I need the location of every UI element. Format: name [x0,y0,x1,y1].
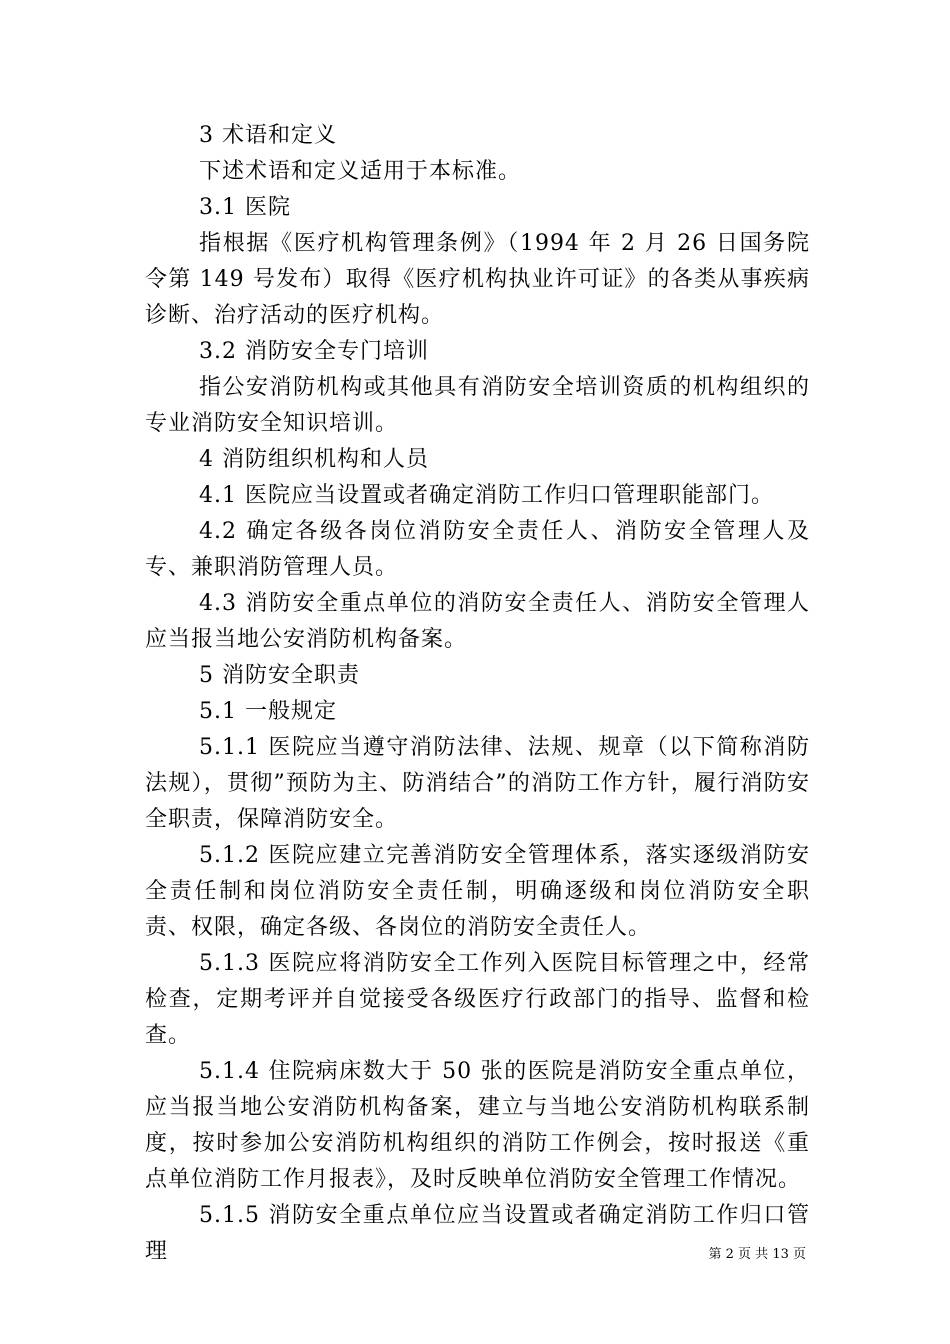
paragraph: 5.1.5 消防安全重点单位应当设置或者确定消防工作归口管理 [145,1203,810,1264]
section-heading: 3.2 消防安全专门培训 [199,339,429,364]
paragraph: 5.1.4 住院病床数大于 50 张的医院是消防安全重点单位，应当报当地公安消防机构备案，建立与当地公安消防机构联系制度，按时参加公安消防机构组织的消防工作例会，按时报送《重点单位消防工作月报表》，及时反映单位消防安全管理工作情况。 [145,1059,810,1192]
paragraph: 指公安消防机构或其他具有消防安全培训资质的机构组织的专业消防安全知识培训。 [145,375,810,436]
document-body [145,118,810,1270]
paragraph: 5.1.1 医院应当遵守消防法律、法规、规章（以下简称消防法规），贯彻”预防为主、防消结合”的消防工作方针，履行消防安全职责，保障消防安全。 [145,735,810,832]
paragraph: 4.3 消防安全重点单位的消防安全责任人、消防安全管理人应当报当地公安消防机构备案。 [145,591,810,652]
paragraph: 5.1.3 医院应将消防安全工作列入医院目标管理之中，经常检查，定期考评并自觉接受各级医疗行政部门的指导、监督和检查。 [145,951,810,1048]
paragraph: 4.2 确定各级各岗位消防安全责任人、消防安全管理人及专、兼职消防管理人员。 [145,519,810,580]
paragraph: 指根据《医疗机构管理条例》（1994 年 2 月 26 日国务院令第 149 号发布）取得《医疗机构执业许可证》的各类从事疾病诊断、治疗活动的医疗机构。 [145,231,810,328]
section-heading: 5 消防安全职责 [199,663,360,688]
paragraph: 4.1 医院应当设置或者确定消防工作归口管理职能部门。 [199,483,774,508]
section-heading: 3.1 医院 [199,195,291,220]
page-number-footer: 第 2 页 共 13 页 [708,1247,806,1262]
section-heading: 4 消防组织机构和人员 [199,447,429,472]
section-heading: 3 术语和定义 [199,123,337,148]
paragraph: 下述术语和定义适用于本标准。 [199,159,522,184]
section-heading: 5.1 一般规定 [199,699,337,724]
paragraph: 5.1.2 医院应建立完善消防安全管理体系，落实逐级消防安全责任制和岗位消防安全责任制，明确逐级和岗位消防安全职责、权限，确定各级、各岗位的消防安全责任人。 [145,843,810,940]
